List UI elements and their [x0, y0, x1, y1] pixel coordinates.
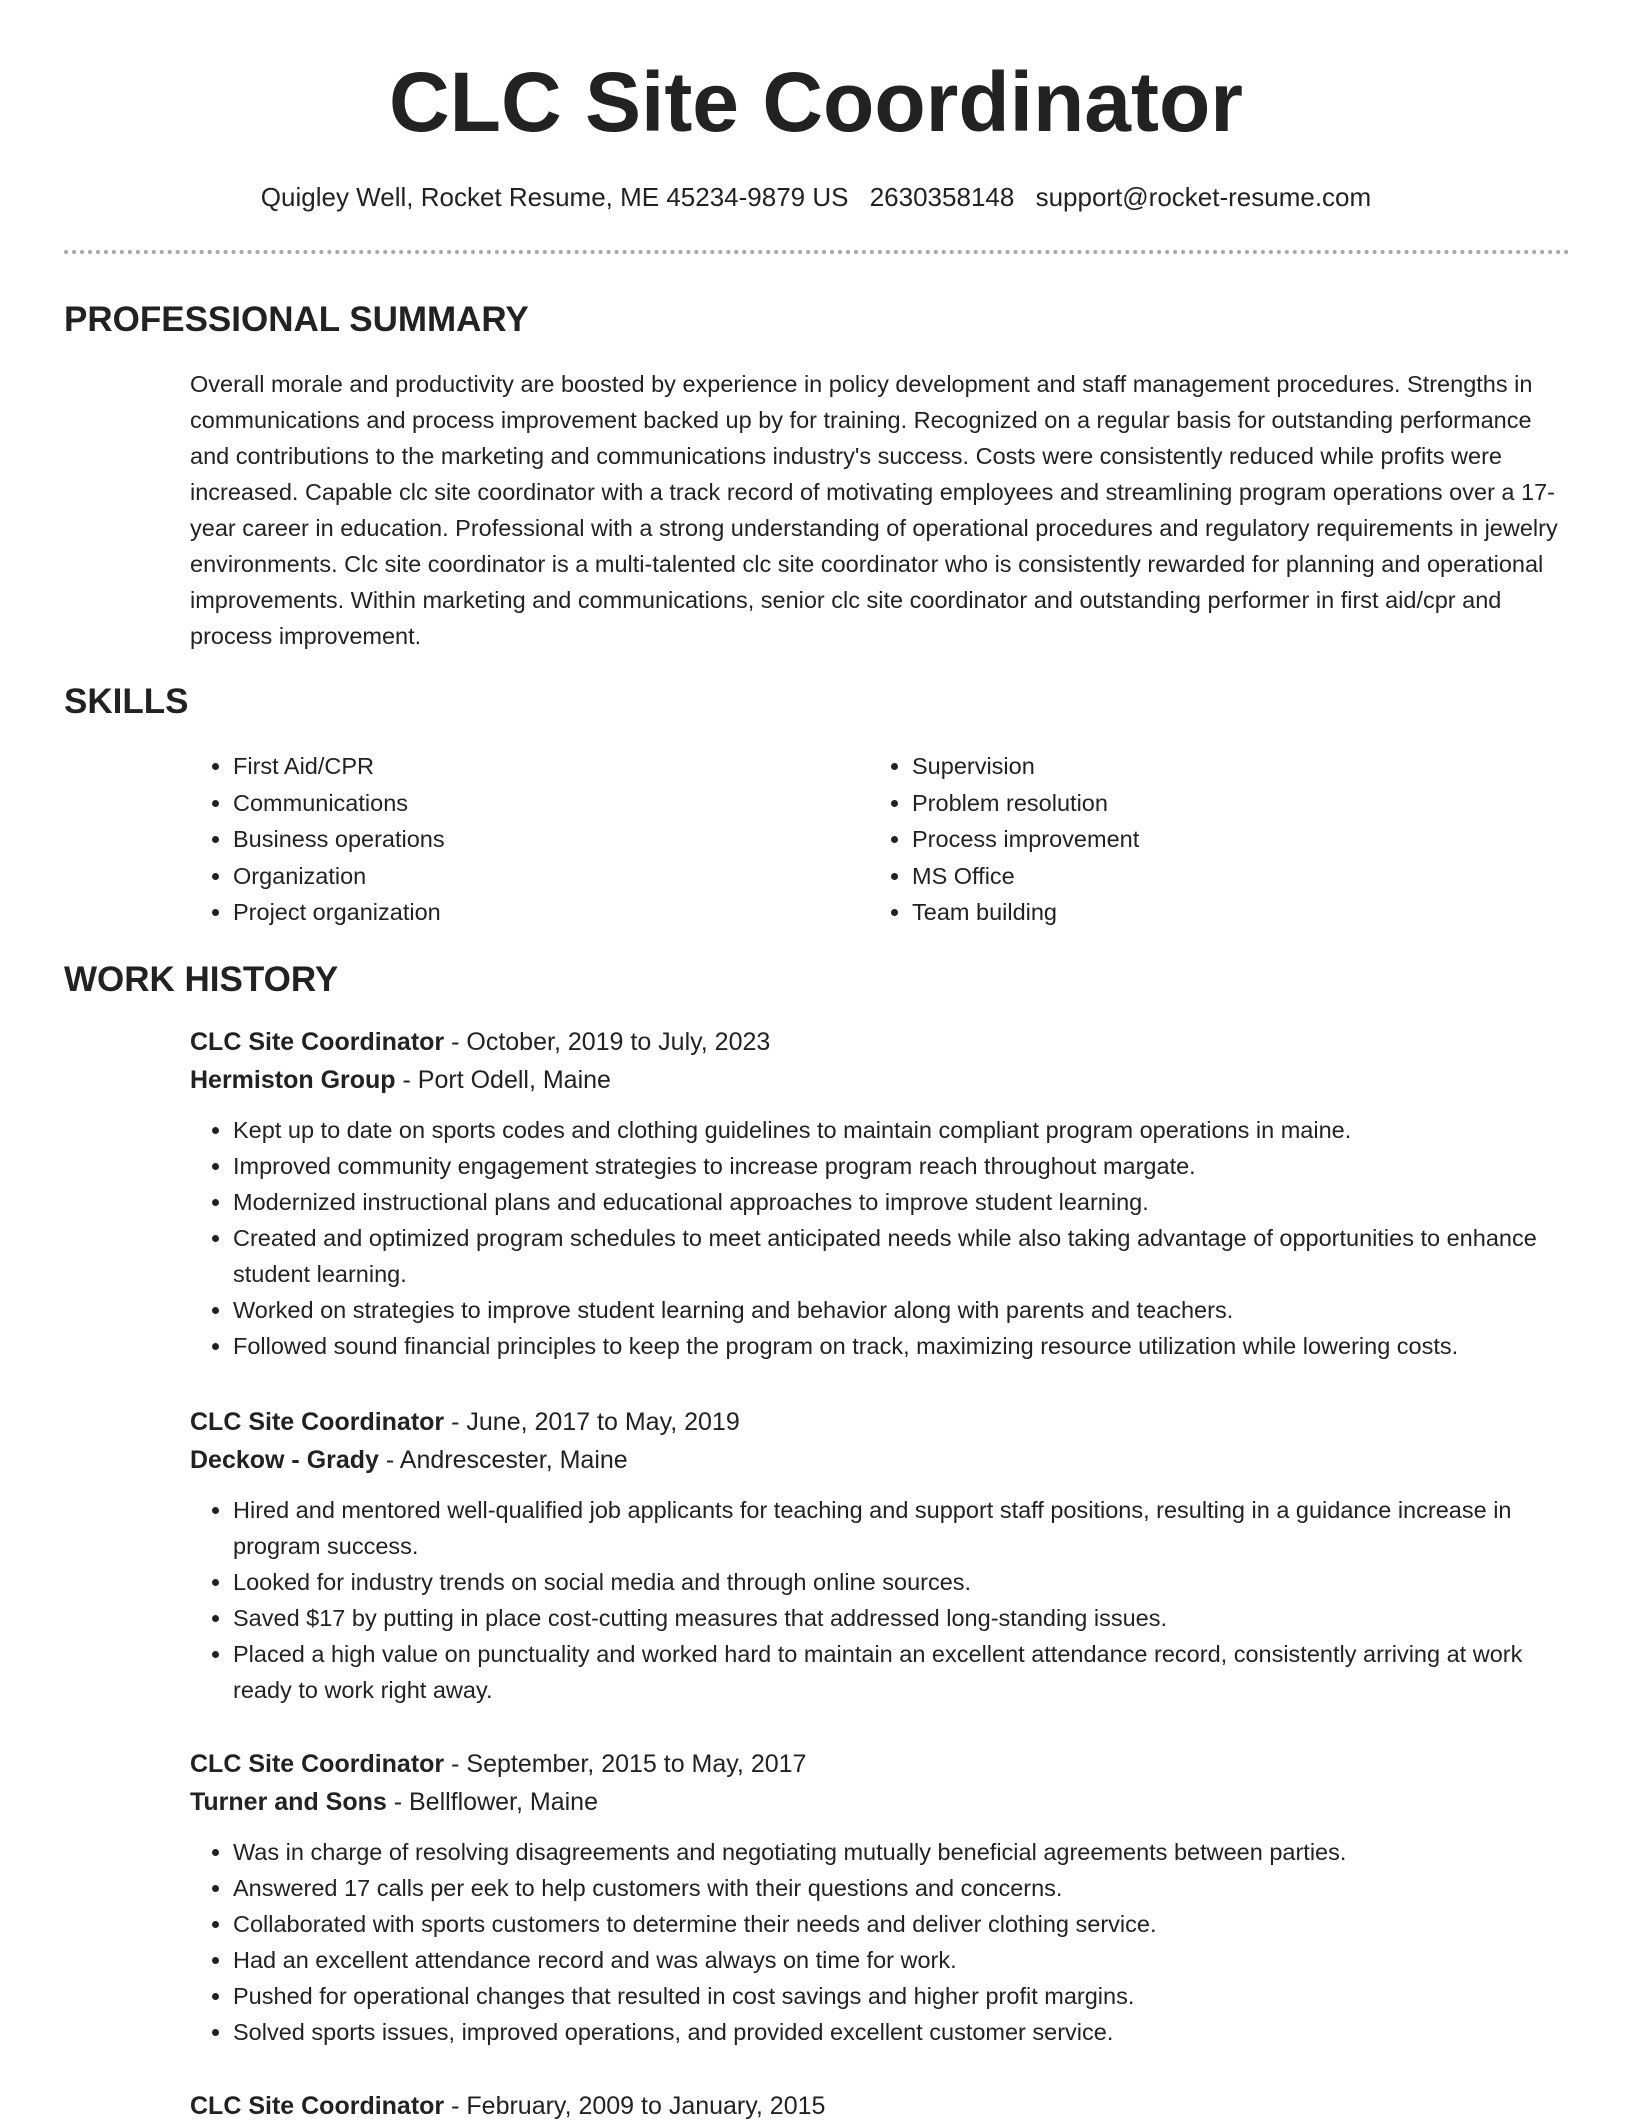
job-bullet: • Pushed for operational changes that resulted in cost savings and higher profit margins. [233, 1978, 1565, 2014]
job-entry [190, 1403, 1565, 1708]
job-title-line [190, 2087, 1565, 2125]
job-title: CLC Site Coordinator [190, 1028, 445, 1056]
job-bullet: • Modernized instructional plans and educational approaches to improve student learning. [233, 1184, 1565, 1220]
job-dates: - October, 2019 to July, 2023 [444, 1028, 771, 1056]
skill-item: • Business operations [233, 821, 445, 858]
job-company: Hermiston Group [190, 1066, 396, 1094]
job-bullet: • Was in charge of resolving disagreements and negotiating mutually beneficial agreements between parties. [233, 1834, 1565, 1870]
job-title: CLC Site Coordinator [190, 1750, 445, 1778]
skill-item: • Supervision [912, 748, 1139, 785]
job-bullet: • Followed sound financial principles to keep the program on track, maximizing resource utilization while lowering costs. [233, 1328, 1565, 1364]
job-bullet: • Answered 17 calls per eek to help customers with their questions and concerns. [233, 1870, 1565, 1906]
skills-list-left [190, 748, 445, 931]
job-location: - Andrescester, Maine [378, 1446, 628, 1474]
job-location: - Port Odell, Maine [395, 1066, 611, 1094]
job-bullet: • Had an excellent attendance record and was always on time for work. [233, 1942, 1565, 1978]
contact-email: support@rocket-resume.com [1035, 182, 1372, 212]
skill-item: • Organization [233, 858, 445, 895]
job-bullet: • Improved community engagement strategies to increase program reach throughout margate. [233, 1148, 1565, 1184]
job-location: - Bellflower, Maine [386, 1788, 598, 1816]
job-bullets [190, 1112, 1565, 1364]
job-bullet: • Placed a high value on punctuality and worked hard to maintain an excellent attendance record, consistently arriving at work ready to work right away. [233, 1636, 1565, 1708]
summary-heading: PROFESSIONAL SUMMARY [64, 300, 529, 339]
job-bullets [190, 1492, 1565, 1708]
job-entry [190, 1023, 1565, 1364]
job-title-line [190, 1745, 1565, 1783]
contact-phone: 2630358148 [869, 182, 1015, 212]
summary-text: Overall morale and productivity are boosted by experience in policy development and staff management procedures. Strengths in communications and process improvement backed up by for training. Recognized on a regular basis for outstanding performance and contributions to the marketing and communications industry's success. Costs were consistently reduced while profits were increased. Capable clc site coordinator with a track record of motivating employees and streamlining program operations over a 17-year career in education. Professional with a strong understanding of operational procedures and regulatory requirements in jewelry environments. Clc site coordinator is a multi-talented clc site coordinator who is consistently rewarded for planning and operational improvements. Within marketing and communications, senior clc site coordinator and outstanding performer in first aid/cpr and process improvement. [190, 371, 1558, 649]
contact-address: Quigley Well, Rocket Resume, ME 45234-9879 US [260, 182, 849, 212]
job-title: CLC Site Coordinator [190, 1408, 445, 1436]
resume-title: CLC Site Coordinator [389, 55, 1243, 149]
skill-item: • MS Office [912, 858, 1139, 895]
skill-item: • Team building [912, 894, 1139, 931]
job-title-line [190, 1403, 1565, 1441]
skills-heading: SKILLS [64, 682, 189, 721]
job-bullet: • Looked for industry trends on social media and through online sources. [233, 1564, 1565, 1600]
job-company: Turner and Sons [190, 1788, 387, 1816]
skill-item: • Problem resolution [912, 785, 1139, 822]
job-company: Deckow - Grady [190, 1446, 379, 1474]
job-dates: - September, 2015 to May, 2017 [444, 1750, 807, 1778]
job-bullet: • Hired and mentored well-qualified job applicants for teaching and support staff positions, resulting in a guidance increase in program success. [233, 1492, 1565, 1564]
job-bullet: • Created and optimized program schedules to meet anticipated needs while also taking advantage of opportunities to enhance student learning. [233, 1220, 1565, 1292]
skill-item: • First Aid/CPR [233, 748, 445, 785]
job-company-line [190, 1061, 1565, 1099]
skill-item: • Process improvement [912, 821, 1139, 858]
job-title: CLC Site Coordinator [190, 2092, 445, 2120]
skill-item: • Project organization [233, 894, 445, 931]
job-entry [190, 2087, 1565, 2125]
header-divider [64, 250, 1570, 254]
job-bullets [190, 1834, 1565, 2050]
job-dates: - June, 2017 to May, 2019 [444, 1408, 740, 1436]
job-company-line [190, 1783, 1565, 1821]
job-company-line [190, 1441, 1565, 1479]
work-history-heading: WORK HISTORY [64, 960, 339, 999]
job-bullet: • Collaborated with sports customers to determine their needs and deliver clothing service. [233, 1906, 1565, 1942]
job-title-line [190, 1023, 1565, 1061]
job-dates: - February, 2009 to January, 2015 [444, 2092, 826, 2120]
job-bullet: • Solved sports issues, improved operations, and provided excellent customer service. [233, 2014, 1565, 2050]
job-entry [190, 1745, 1565, 2050]
job-bullet: • Kept up to date on sports codes and clothing guidelines to maintain compliant program operations in maine. [233, 1112, 1565, 1148]
skills-list-right [869, 748, 1139, 931]
skill-item: • Communications [233, 785, 445, 822]
job-bullet: • Worked on strategies to improve student learning and behavior along with parents and teachers. [233, 1292, 1565, 1328]
job-bullet: • Saved $17 by putting in place cost-cutting measures that addressed long-standing issues. [233, 1600, 1565, 1636]
contact-line [0, 180, 1632, 214]
